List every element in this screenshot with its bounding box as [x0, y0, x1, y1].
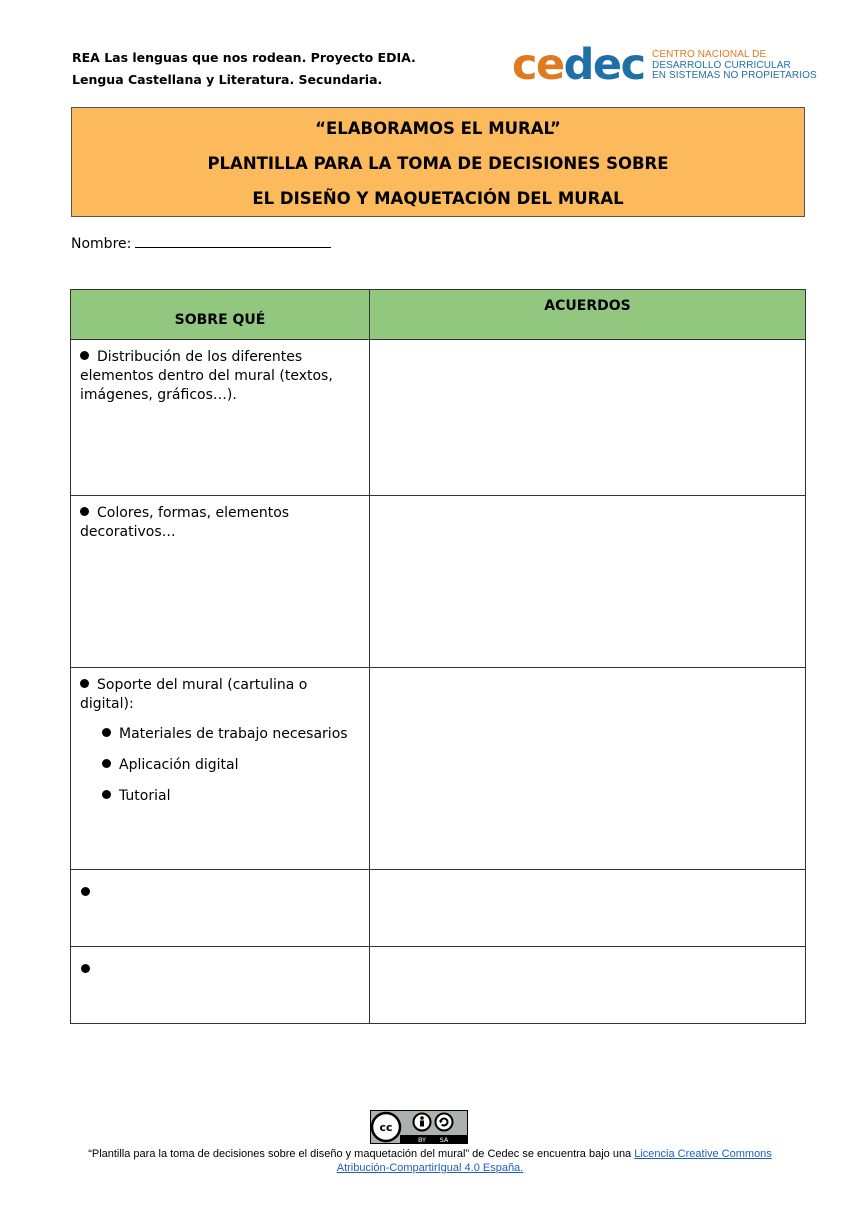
agreement-cell[interactable]: [370, 340, 806, 496]
column-header-sobre-que: SOBRE QUÉ: [71, 290, 370, 340]
table-row: [71, 870, 806, 947]
bullet-icon: [80, 507, 89, 516]
sub-list-item: Aplicación digital: [80, 755, 360, 776]
header-line-subject: Lengua Castellana y Literatura. Secundaria.: [72, 72, 383, 87]
agreement-cell[interactable]: [370, 870, 806, 947]
title-line-2: PLANTILLA PARA LA TOMA DE DECISIONES SOBRE: [207, 154, 669, 173]
sub-list-item: Materiales de trabajo necesarios: [80, 724, 360, 745]
table-row: [71, 947, 806, 1024]
bullet-icon: [102, 759, 111, 768]
table-header-row: [71, 290, 806, 340]
agreement-cell[interactable]: [370, 668, 806, 870]
license-footer: [40, 1147, 820, 1175]
topic-text: Colores, formas, elementos decorativos…: [80, 505, 290, 540]
nombre-label: Nombre:: [71, 236, 132, 252]
document-header: [72, 47, 416, 91]
title-line-1: “ELABORAMOS EL MURAL”: [315, 119, 561, 138]
svg-text:BY: BY: [417, 1136, 427, 1144]
header-line-project: REA Las lenguas que nos rodean. Proyecto EDIA.: [72, 50, 416, 65]
license-link-2[interactable]: Atribución-CompartirIgual 4.0 España.: [336, 1162, 524, 1174]
topic-cell[interactable]: [71, 947, 370, 1024]
bullet-icon: [80, 679, 89, 688]
cedec-logo-subtitle: CENTRO NACIONAL DE DESARROLLO CURRICULAR EN SISTEMAS NO PROPIETARIOS: [652, 49, 817, 81]
topic-cell: [71, 668, 370, 870]
topic-text: Distribución de los diferentes elementos dentro del mural (textos, imágenes, gráficos…).: [80, 349, 333, 403]
cc-by-sa-badge-icon: [370, 1110, 468, 1144]
bullet-icon: [102, 790, 111, 799]
nombre-blank-line[interactable]: [135, 233, 331, 248]
bullet-icon: [81, 887, 90, 896]
bullet-icon: [81, 964, 90, 973]
agreement-cell[interactable]: [370, 496, 806, 668]
nombre-field[interactable]: [71, 233, 331, 252]
license-link[interactable]: Licencia Creative Commons: [634, 1148, 772, 1160]
agreement-cell[interactable]: [370, 947, 806, 1024]
bullet-icon: [102, 728, 111, 737]
svg-text:cc: cc: [379, 1121, 393, 1134]
decisions-table: [70, 289, 806, 1024]
cedec-logo-word: cedec: [512, 40, 645, 90]
sub-list-item: Tutorial: [80, 786, 360, 807]
column-header-acuerdos: ACUERDOS: [370, 290, 806, 340]
bullet-icon: [80, 351, 89, 360]
topic-cell: [71, 340, 370, 496]
title-line-3: EL DISEÑO Y MAQUETACIÓN DEL MURAL: [252, 189, 624, 208]
table-row: [71, 340, 806, 496]
topic-cell: [71, 496, 370, 668]
topic-text: Soporte del mural (cartulina o digital):: [80, 677, 308, 712]
license-text: “Plantilla para la toma de decisiones sobre el diseño y maquetación del mural” de Cedec se encuentra bajo una: [88, 1148, 632, 1160]
svg-text:SA: SA: [439, 1136, 449, 1144]
table-row: [71, 496, 806, 668]
table-row: [71, 668, 806, 870]
topic-cell[interactable]: [71, 870, 370, 947]
title-banner: [71, 107, 805, 217]
